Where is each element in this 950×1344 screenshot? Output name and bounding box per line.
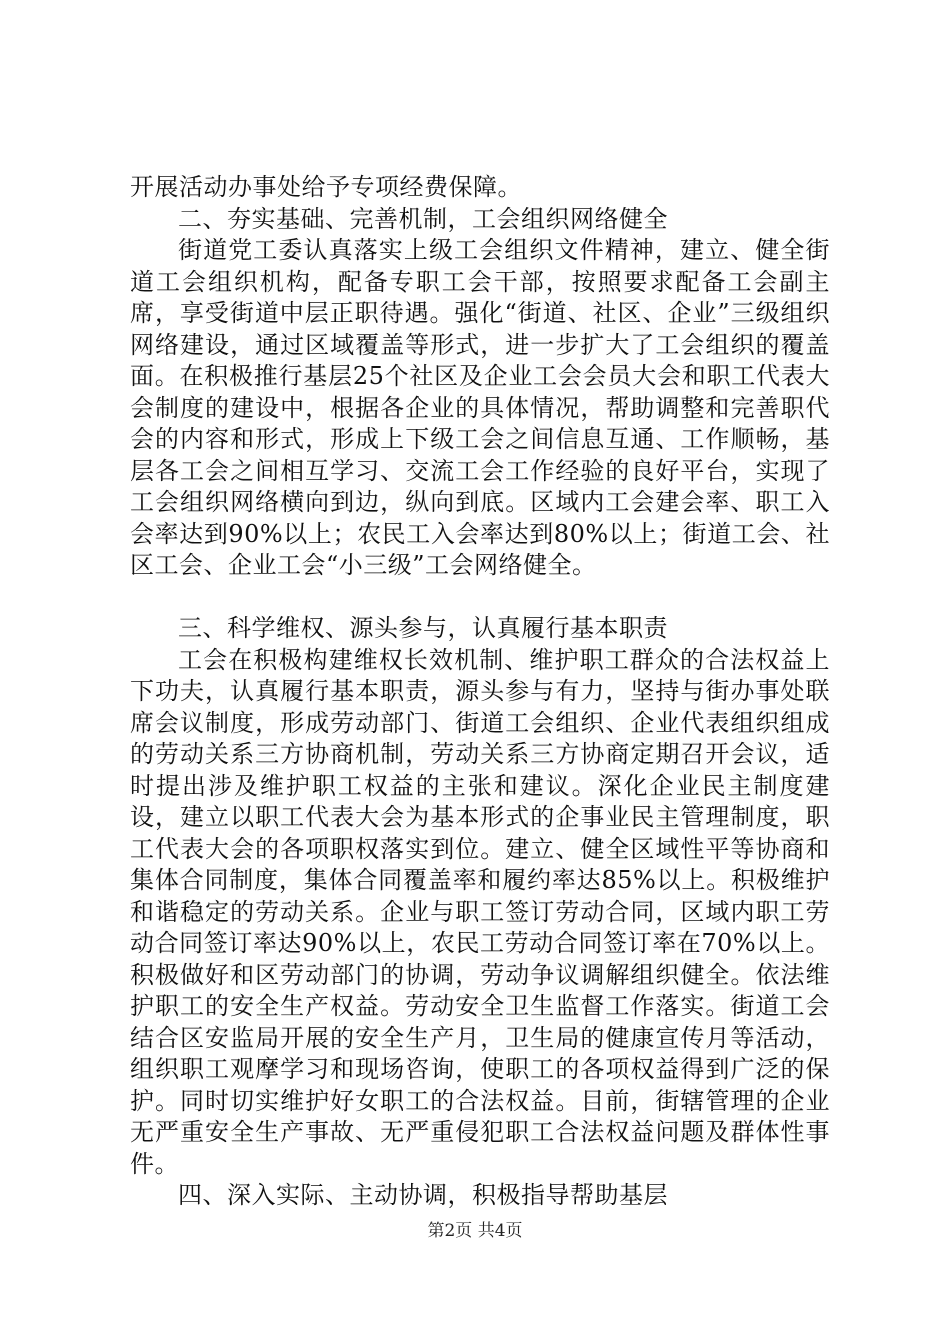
section-heading-4: 四、深入实际、主动协调，积极指导帮助基层	[178, 1181, 668, 1209]
blank-line	[130, 582, 830, 614]
section-heading-2: 二、夯实基础、完善机制，工会组织网络健全	[178, 204, 668, 233]
section-heading-3: 三、科学维权、源头参与，认真履行基本职责	[178, 614, 668, 642]
section-2-body: 街道党工委认真落实上级工会组织文件精神，建立、健全街道工会组织机构，配备专职工会干部，按照要求配备工会副主席，享受街道中层正职待遇。强化“街道、社区、企业”三级组织网络建设，通过区域覆盖等形式，进一步扩大了工会组织的覆盖面。在积极推行基层25个社区及企业工会会员大会和职工代表大会制度的建设中，根据各企业的具体情况，帮助调整和完善职代会的内容和形式，形成上下级工会之间信息互通、工作顺畅，基层各工会之间相互学习、交流工会工作经验的良好平台，实现了工会组织网络横向到边，纵向到底。区域内工会建会率、职工入会率达到90%以上；农民工入会率达到80%以上；街道工会、社区工会、企业工会“小三级”工会网络健全。	[130, 236, 830, 579]
section-3-body: 工会在积极构建维权长效机制、维护职工群众的合法权益上下功夫，认真履行基本职责，源头参与有力，坚持与街办事处联席会议制度，形成劳动部门、街道工会组织、企业代表组织组成的劳动关系三方协商机制，劳动关系三方协商定期召开会议，适时提出涉及维护职工权益的主张和建议。深化企业民主制度建设，建立以职工代表大会为基本形式的企事业民主管理制度，职工代表大会的各项职权落实到位。建立、健全区域性平等协商和集体合同制度，集体合同覆盖率和履约率达85%以上。积极维护和谐稳定的劳动关系。企业与职工签订劳动合同，区域内职工劳动合同签订率达90%以上，农民工劳动合同签订率在70%以上。积极做好和区劳动部门的协调，劳动争议调解组织健全。依法维护职工的安全生产权益。劳动安全卫生监督工作落实。街道工会结合区安监局开展的安全生产月，卫生局的健康宣传月等活动，组织职工观摩学习和现场咨询，使职工的各项权益得到广泛的保护。同时切实维护好女职工的合法权益。目前，街辖管理的企业无严重安全生产事故、无严重侵犯职工合法权益问题及群体性事件。	[130, 645, 830, 1178]
paragraph-continuation: 开展活动办事处给予专项经费保障。	[130, 173, 522, 201]
page-number-footer: 第2页 共4页	[427, 1221, 523, 1241]
document-body	[130, 172, 830, 1212]
